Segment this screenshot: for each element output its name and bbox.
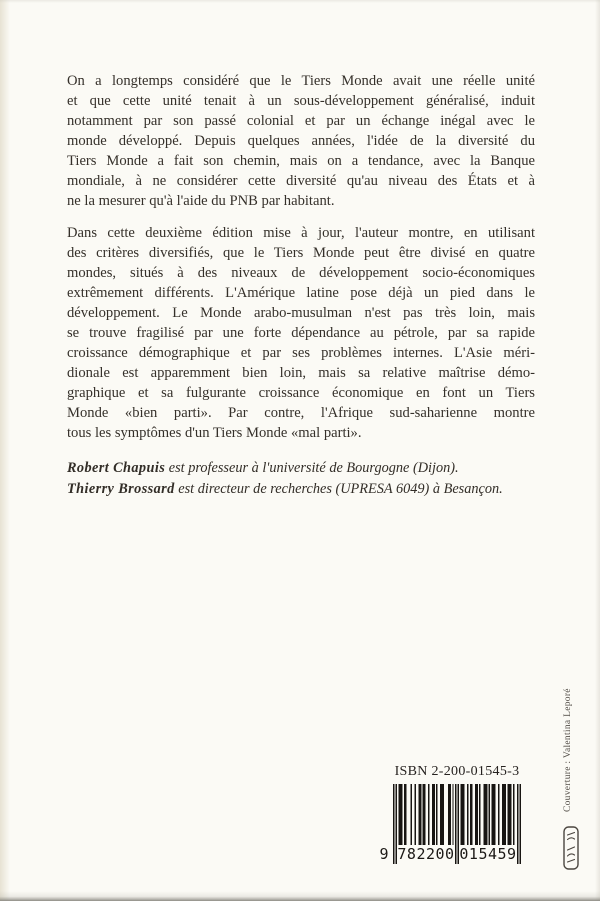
- synopsis-paragraph-2: [67, 223, 535, 443]
- author-credit-line: [67, 479, 539, 500]
- ean-digit-first: 9: [379, 845, 389, 863]
- text-line: Dans cette deuxième édition mise à jour, l'auteur montre, en utilisant: [67, 225, 535, 241]
- ean-digits-right: 015459: [459, 845, 517, 863]
- text-line: notamment par son passé colonial et par un échange inégal avec le: [67, 113, 535, 129]
- text-line: mondiale, à ne considérer cette diversité qu'au niveau des États et à: [67, 173, 535, 189]
- text-line: tous les symptômes d'un Tiers Monde «mal parti».: [67, 425, 362, 441]
- ean-barcode: [379, 784, 521, 864]
- text-line: mondes, situés à des niveaux de développement socio-économiques: [67, 265, 535, 281]
- page-edge-right: [595, 0, 600, 901]
- synopsis-paragraph-1: [67, 71, 535, 211]
- author-credit-line: [67, 458, 539, 479]
- barcode-block: [379, 764, 521, 864]
- text-line: croissance démographique et par ses problèmes internes. L'Asie méri-: [67, 345, 535, 361]
- text-line: développement. Le Monde arabo-musulman n'est pas très loin, mais: [67, 305, 535, 321]
- text-line: se trouve fragilisé par une forte dépendance au pétrole, par sa rapide: [67, 325, 535, 341]
- page-edge-left: [0, 0, 10, 901]
- text-line: graphique et sa fulgurante croissance économique en font un Tiers: [67, 385, 535, 401]
- author-role: est directeur de recherches (UPRESA 6049) à Besançon.: [174, 481, 503, 497]
- text-line: ne la mesurer qu'à l'aide du PNB par habitant.: [67, 193, 335, 209]
- text-line: monde développé. Depuis quelques années, l'idée de la diversité du: [67, 133, 535, 149]
- text-line: des critères diversifiés, que le Tiers Monde peut être divisé en quatre: [67, 245, 535, 261]
- author-name: Thierry Brossard: [67, 481, 175, 497]
- author-credits: [67, 458, 539, 500]
- designer-stamp-icon: [563, 826, 579, 870]
- page-edge-top: [0, 0, 600, 3]
- text-line: extrêmement différents. L'Amérique latine pose déjà un pied dans le: [67, 285, 535, 301]
- synopsis: [67, 71, 535, 455]
- author-role: est professeur à l'université de Bourgogne (Dijon).: [165, 460, 459, 476]
- text-line: dionale est apparemment bien loin, mais sa relative maîtrise démo-: [67, 365, 535, 381]
- text-line: et que cette unité tenait à un sous-développement généralisé, induit: [67, 93, 535, 109]
- text-line: Tiers Monde a fait son chemin, mais on a tendance, avec la Banque: [67, 153, 535, 169]
- cover-credit: Couverture : Valentina Leporé: [563, 688, 573, 812]
- ean-digits-left: 782200: [397, 845, 455, 863]
- page-edge-bottom: [0, 891, 600, 901]
- isbn-label: ISBN 2-200-01545-3: [394, 764, 520, 779]
- text-line: On a longtemps considéré que le Tiers Monde avait une réelle unité: [67, 73, 535, 89]
- text-line: Monde «bien parti». Par contre, l'Afrique sud-saharienne montre: [67, 405, 535, 421]
- author-name: Robert Chapuis: [67, 460, 166, 476]
